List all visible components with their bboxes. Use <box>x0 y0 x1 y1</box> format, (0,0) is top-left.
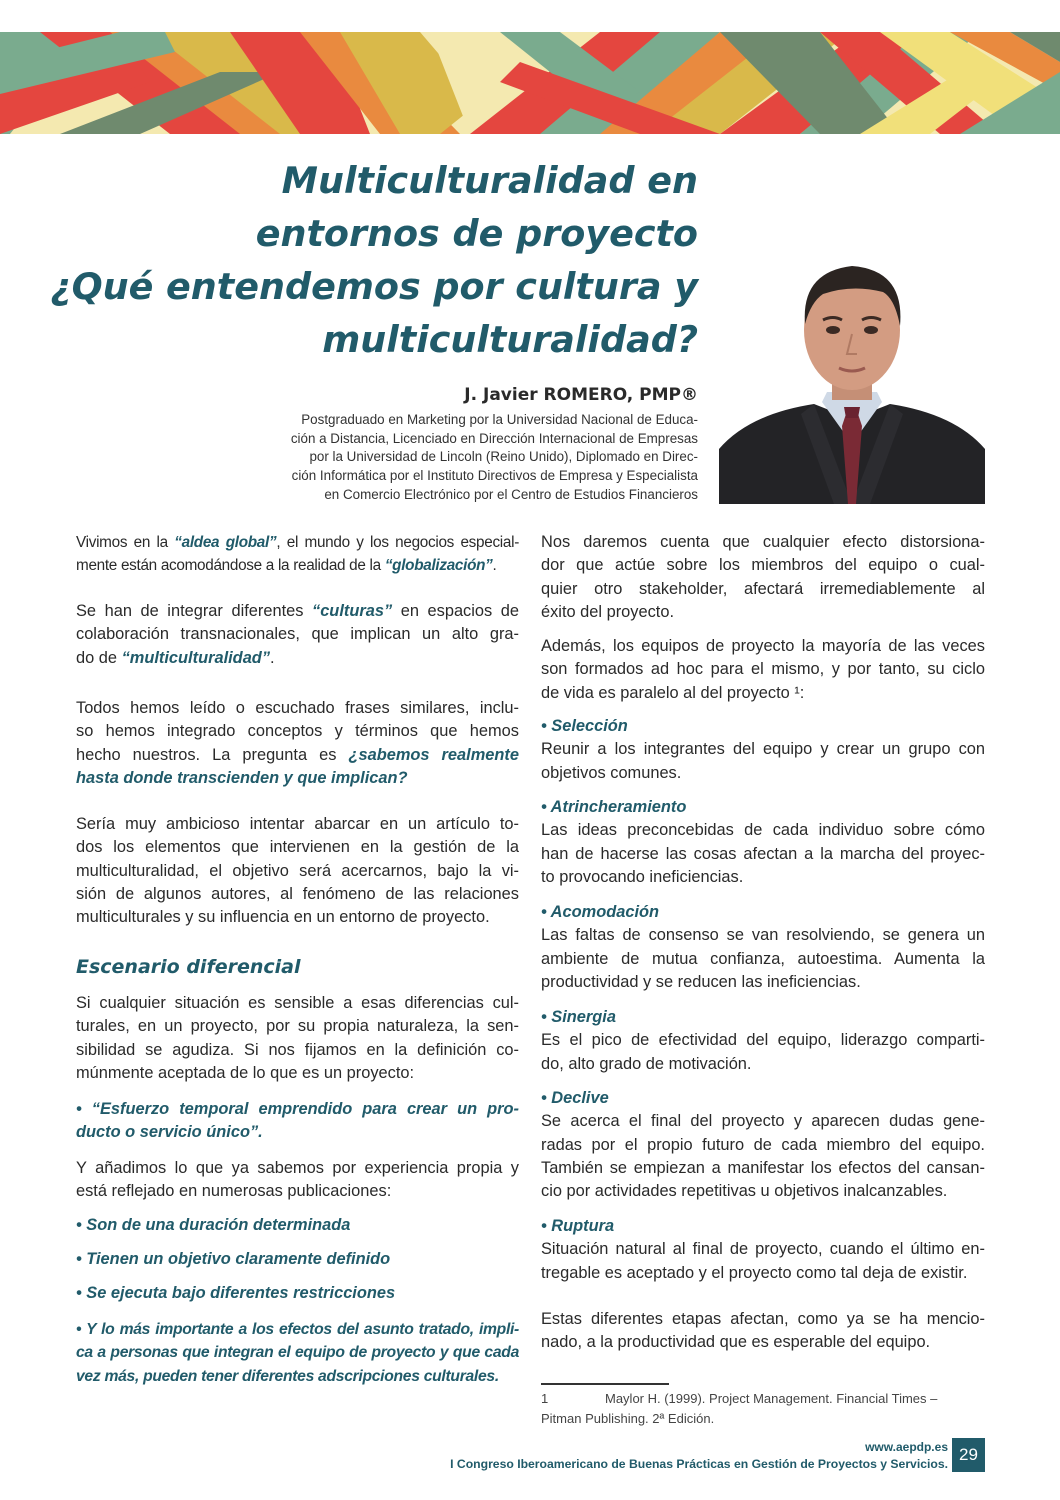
text-line: productividad y se reducen las ineficiencias. <box>541 972 861 991</box>
stage-title: • Sinergia <box>541 1008 616 1026</box>
stage-title: • Selección <box>541 717 628 735</box>
text-line: Situación natural al final de proyecto, cuando el último en- <box>541 1240 985 1259</box>
text-line: Estas diferentes etapas afectan, como ya se ha mencio- <box>541 1310 985 1328</box>
text-line: to provocando ineficiencias. <box>541 867 744 886</box>
stage-item-declive <box>541 1087 985 1203</box>
paragraph <box>76 531 519 578</box>
author-bio-line: por la Universidad de Lincoln (Reino Unido), Diplomado en Direc- <box>309 449 698 465</box>
paragraph <box>76 1157 519 1204</box>
text-line: sibilidad se agudiza. Si nos fijamos en la definición co- <box>76 1040 519 1059</box>
stage-item-sinergia <box>541 1006 985 1076</box>
text-line: quier otro stakeholder, afectará irremediablemente al <box>541 579 985 598</box>
bullet-line: • Y lo más importante a los efectos del asunto tratado, impli- <box>76 1321 519 1338</box>
emphasis: “multiculturalidad” <box>121 648 271 667</box>
text-line: dor que actúe sobre los miembros del equipo o cual- <box>541 556 985 575</box>
footnote-text: Maylor H. (1999). Project Management. Financial Times – <box>605 1391 938 1406</box>
decorative-ribbon-banner <box>0 32 1060 134</box>
stage-title: • Acomodación <box>541 903 660 921</box>
list-item <box>76 1214 519 1237</box>
paragraph <box>76 697 519 790</box>
bullet-line: vez más, pueden tener diferentes adscripciones culturales. <box>76 1367 499 1385</box>
emphasis: “globalización” <box>384 557 493 575</box>
footnote-text: Pitman Publishing. 2ª Edición. <box>541 1410 715 1426</box>
list-item <box>76 1248 519 1271</box>
stage-item-acomodacion <box>541 901 985 994</box>
title-line: ¿Qué entendemos por cultura y <box>50 265 698 308</box>
text-line: multiculturales y su influencia en un entorno de proyecto. <box>76 908 490 927</box>
paragraph <box>541 531 985 624</box>
footer-website-link[interactable]: www.aepdp.es <box>865 1440 948 1454</box>
text: Vivimos en la <box>76 534 175 551</box>
text-line: múnmente aceptada de lo que es un proyecto: <box>76 1063 415 1082</box>
bullet-line: ca a personas que integran el equipo de proyecto y que cada <box>76 1344 519 1362</box>
section-heading: Escenario diferencial <box>76 956 301 978</box>
text-line: nado, a la productividad que es esperable del equipo. <box>541 1333 931 1352</box>
article-title <box>48 154 698 366</box>
text-line: éxito del proyecto. <box>541 602 675 621</box>
paragraph <box>76 600 519 670</box>
emphasis: ¿sabemos realmente <box>348 745 519 764</box>
text-line: Si cualquier situación es sensible a esas diferencias cul- <box>76 994 519 1012</box>
list-item <box>76 1318 519 1388</box>
stage-title: • Atrincheramiento <box>541 798 687 816</box>
bullet-text: • Tienen un objetivo claramente definido <box>76 1250 391 1268</box>
text-line: Es el pico de efectividad del equipo, liderazgo comparti- <box>541 1031 985 1050</box>
text-line: dos los elementos que intervienen en la gestión de la <box>76 838 519 857</box>
text-line: objetivos comunes. <box>541 763 682 782</box>
footer-congress-name: I Congreso Iberoamericano de Buenas Prácticas en Gestión de Proyectos y Servicios. <box>450 1457 948 1471</box>
text-line: de vida es paralelo al del proyecto ¹: <box>541 683 805 702</box>
quote-line: ducto o servicio único”. <box>76 1123 263 1142</box>
paragraph <box>541 1308 985 1355</box>
author-bio <box>228 411 698 505</box>
emphasis-line: hasta donde transcienden y que implican? <box>76 768 408 787</box>
paragraph <box>76 813 519 929</box>
bullet-text: • Son de una duración determinada <box>76 1216 351 1234</box>
author-bio-line: ción Informática por el Instituto Directivos de Empresa y Especialista <box>291 468 698 484</box>
text-line: Todos hemos leído o escuchado frases similares, inclu- <box>76 699 519 717</box>
text-line: multiculturalidad, el objetivo será acercarnos, bajo la vi- <box>76 861 519 880</box>
title-line: multiculturalidad? <box>322 318 698 361</box>
title-line: Multiculturalidad en <box>281 159 698 202</box>
text-line: so hemos integrado conceptos y términos que hemos <box>76 722 519 741</box>
text-line: está reflejado en numerosas publicaciones: <box>76 1182 392 1201</box>
bullet-text: • Se ejecuta bajo diferentes restricciones <box>76 1284 396 1302</box>
author-bio-line: ción a Distancia, Licenciado en Dirección Internacional de Empresas <box>290 430 698 446</box>
text-line: Y añadimos lo que ya sabemos por experiencia propia y <box>76 1159 519 1177</box>
text: mente están acomodándose a la realidad de la <box>76 557 385 575</box>
author-bio-line: Postgraduado en Marketing por la Universidad Nacional de Educa- <box>301 412 698 427</box>
title-line: entornos de proyecto <box>255 212 698 255</box>
quote-line: • “Esfuerzo temporal emprendido para crear un pro- <box>76 1100 519 1118</box>
list-item <box>76 1282 519 1305</box>
author-bio-line: en Comercio Electrónico por el Centro de Estudios Financieros <box>324 486 698 502</box>
text-line: tregable es aceptado y el proyecto como tal deja de existir. <box>541 1263 968 1282</box>
text-line: son formados ad hoc para el mismo, y por tanto, su ciclo <box>541 660 985 679</box>
text: . <box>492 557 497 575</box>
stage-title: • Declive <box>541 1089 609 1107</box>
text-line: cio por actividades repetitivas u objetivos inalcanzables. <box>541 1182 948 1201</box>
paragraph <box>541 635 985 705</box>
footnote <box>541 1389 985 1428</box>
author-photo <box>719 244 985 504</box>
text-line: han de hacerse las cosas afectan a la marcha del proyec- <box>541 844 985 863</box>
author-name: J. Javier ROMERO, PMP® <box>464 385 698 405</box>
text-line: do, alto grado de motivación. <box>541 1054 752 1073</box>
text-line: turales, en un proyecto, por su propia naturaleza, la sen- <box>76 1017 519 1036</box>
text: Se han de integrar diferentes <box>76 602 312 620</box>
text-line: ambiente de mutua confianza, autoestima. Aumenta la <box>541 949 985 968</box>
text-line: colaboración transnacionales, que implican un alto gra- <box>76 625 519 644</box>
footnote-number: 1 <box>541 1391 549 1406</box>
stage-item-ruptura <box>541 1215 985 1285</box>
stage-title: • Ruptura <box>541 1217 615 1235</box>
text: do de <box>76 648 122 667</box>
stage-item-atrincheramiento <box>541 796 985 889</box>
text-line: radas por el propio futuro de cada miembro del equipo. <box>541 1135 985 1154</box>
emphasis: “culturas” <box>312 602 393 620</box>
text-line: Nos daremos cuenta que cualquier efecto distorsiona- <box>541 533 985 551</box>
paragraph <box>76 992 519 1085</box>
definition-quote <box>76 1098 519 1145</box>
stage-item-seleccion <box>541 715 985 785</box>
text-line: Sería muy ambicioso intentar abarcar en un artículo to- <box>76 815 519 833</box>
text-line: Las ideas preconcebidas de cada individuo sobre cómo <box>541 821 985 840</box>
text-line: Las faltas de consenso se van resolviendo, se genera un <box>541 926 985 945</box>
text-line: Además, los equipos de proyecto la mayoría de las veces <box>541 637 985 655</box>
text-line: Reunir a los integrantes del equipo y crear un grupo con <box>541 740 985 759</box>
page-number: 29 <box>952 1438 985 1472</box>
text: . <box>270 648 275 667</box>
text: en espacios de <box>392 602 519 620</box>
text-line: También se empiezan a manifestar los efectos del cansan- <box>541 1158 985 1177</box>
text-line: Se acerca el final del proyecto y aparecen dudas gene- <box>541 1112 985 1131</box>
footnote-divider <box>541 1383 669 1385</box>
text-line: sión de algunos autores, al fenómeno de las relaciones <box>76 884 519 903</box>
text: , el mundo y los negocios especial- <box>276 534 519 551</box>
text: hecho nuestros. La pregunta es <box>76 745 349 764</box>
emphasis: “aldea global” <box>174 534 277 551</box>
